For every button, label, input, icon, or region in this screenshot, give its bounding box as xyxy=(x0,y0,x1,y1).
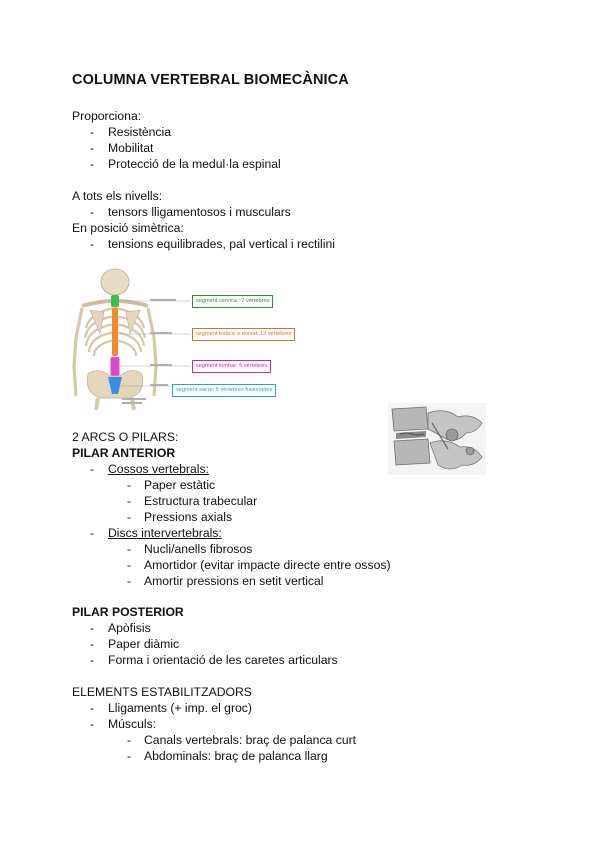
vertebra-diagram xyxy=(388,403,486,475)
bullet-dash: - xyxy=(90,526,95,540)
simetrica-heading: En posició simètrica: xyxy=(72,221,184,235)
list-item: tensions equilibrades, pal vertical i rectilini xyxy=(108,237,335,251)
list-item: Paper estàtic xyxy=(144,478,216,492)
bullet-dash: - xyxy=(90,125,95,139)
bullet-dash: - xyxy=(90,701,95,715)
segment-sacral-text: segment sacre: 5 vèrtebres fusionades xyxy=(176,387,273,393)
bullet-dash: - xyxy=(127,733,132,747)
bullet-dash: - xyxy=(127,558,132,572)
list-item: Estructura trabecular xyxy=(144,494,258,508)
bullet-dash: - xyxy=(90,237,95,251)
nivells-heading: A tots els nivells: xyxy=(72,189,163,203)
bullet-dash: - xyxy=(90,653,95,667)
bullet-dash: - xyxy=(127,542,132,556)
segment-cervical-text: segment cervica : 7 vèrtebres xyxy=(196,298,270,304)
list-item: Lligaments (+ imp. el groc) xyxy=(108,701,252,715)
spine-figure xyxy=(68,268,318,410)
list-item: Apòfisis xyxy=(108,621,151,635)
list-item: Músculs: xyxy=(108,717,157,731)
bullet-dash: - xyxy=(127,494,132,508)
list-item: Protecció de la medul·la espinal xyxy=(108,157,281,171)
bullet-dash: - xyxy=(90,621,95,635)
segment-lumbar-text: segment lumbar: 5 vèrtebres xyxy=(196,363,268,369)
bullet-dash: - xyxy=(90,637,95,651)
list-item: Amortidor (evitar impacte directe entre ossos) xyxy=(144,558,391,572)
bullet-dash: - xyxy=(90,205,95,219)
list-item: Paper diàmic xyxy=(108,637,180,651)
vertebra-illustration xyxy=(388,403,486,475)
bullet-dash: - xyxy=(90,717,95,731)
cossos-label: Cossos vertebrals: xyxy=(108,462,209,476)
segment-cervical-label xyxy=(192,295,273,308)
bullet-dash: - xyxy=(127,510,132,524)
segment-lumbar-label xyxy=(192,360,271,373)
list-item: tensors lligamentosos i musculars xyxy=(108,205,291,219)
bullet-dash: - xyxy=(90,141,95,155)
bullet-dash: - xyxy=(127,749,132,763)
list-item: Pressions axials xyxy=(144,510,233,524)
proporciona-heading: Proporciona: xyxy=(72,109,142,123)
segment-thoracic-label xyxy=(192,328,295,341)
list-item: Resistència xyxy=(108,125,171,139)
pilar-anterior-heading: PILAR ANTERIOR xyxy=(72,446,176,460)
list-item: Abdominals: braç de palanca llarg xyxy=(144,749,328,763)
segment-sacral-label xyxy=(172,384,276,397)
estabilitzadors-heading: ELEMENTS ESTABILITZADORS xyxy=(72,685,252,699)
bullet-dash: - xyxy=(90,157,95,171)
segment-thoracic-text: segment toràcic o dorsal: 12 vèrtebres xyxy=(196,331,292,337)
bullet-dash: - xyxy=(90,462,95,476)
list-item: Canals vertebrals: braç de palanca curt xyxy=(144,733,357,747)
list-item: Nucli/anells fibrosos xyxy=(144,542,253,556)
bullet-dash: - xyxy=(127,478,132,492)
discs-label: Discs intervertebrals: xyxy=(108,526,222,540)
list-item: Forma i orientació de les caretes articulars xyxy=(108,653,338,667)
pilar-posterior-heading: PILAR POSTERIOR xyxy=(72,605,184,619)
arcs-heading: 2 ARCS O PILARS: xyxy=(72,430,179,444)
list-item: Mobilitat xyxy=(108,141,154,155)
list-item: Amortir pressions en setit vertical xyxy=(144,574,324,588)
page-title: COLUMNA VERTEBRAL BIOMECÀNICA xyxy=(72,72,349,88)
bullet-dash: - xyxy=(127,574,132,588)
